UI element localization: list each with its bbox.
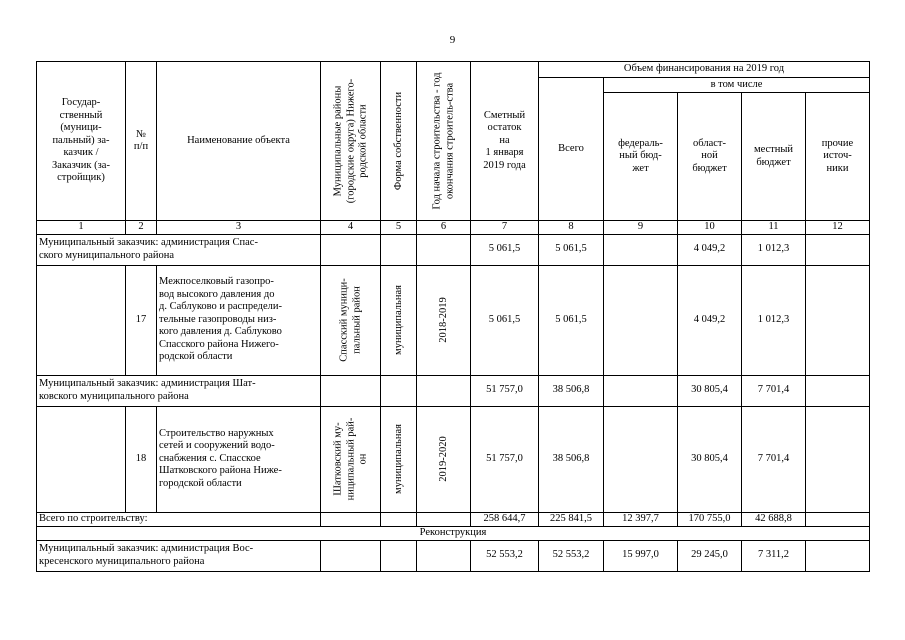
col-number: 4 (321, 221, 381, 235)
regional-value: 4 049,2 (678, 234, 742, 265)
estimate-value: 5 061,5 (471, 234, 539, 265)
empty-cell (321, 540, 381, 571)
local-value: 42 688,8 (742, 512, 806, 526)
empty-cell (381, 234, 417, 265)
empty-cell (381, 540, 417, 571)
col-number: 9 (604, 221, 678, 235)
col-number: 8 (539, 221, 604, 235)
ownership-form: муниципальная (381, 406, 417, 512)
empty-cell (321, 375, 381, 406)
header-customer: Государ- ственный (муници- пальный) за- казчик / Заказчик (за- стройщик) (37, 62, 126, 221)
section-title: Реконструкция (37, 526, 870, 540)
other-value (806, 540, 870, 571)
total-value: 38 506,8 (539, 406, 604, 512)
customer-label: Муниципальный заказчик: администрация Спас- ского муниципального района (37, 234, 321, 265)
column-numbers-row (37, 221, 870, 235)
other-value (806, 375, 870, 406)
total-value: 225 841,5 (539, 512, 604, 526)
empty-cell (37, 406, 126, 512)
col-number: 10 (678, 221, 742, 235)
local-value: 1 012,3 (742, 234, 806, 265)
other-value (806, 265, 870, 375)
header-federal: федераль- ный бюд- жет (604, 93, 678, 221)
estimate-value: 51 757,0 (471, 375, 539, 406)
header-estimate: Сметный остаток на 1 января 2019 года (471, 62, 539, 221)
object-name: Строительство наружных сетей и сооружений водо- снабжения с. Спасское Шатковского района Ниже- городской области (157, 406, 321, 512)
customer-label: Муниципальный заказчик: администрация Вос- кресенского муниципального района (37, 540, 321, 571)
construction-years: 2019-2020 (417, 406, 471, 512)
local-value: 7 701,4 (742, 375, 806, 406)
federal-value (604, 234, 678, 265)
empty-cell (381, 512, 417, 526)
table-row (37, 375, 870, 406)
empty-cell (321, 234, 381, 265)
empty-cell (381, 375, 417, 406)
regional-value: 30 805,4 (678, 406, 742, 512)
empty-cell (417, 512, 471, 526)
estimate-value: 51 757,0 (471, 406, 539, 512)
other-value (806, 406, 870, 512)
local-value: 7 311,2 (742, 540, 806, 571)
federal-value: 12 397,7 (604, 512, 678, 526)
section-row (37, 526, 870, 540)
table-row (37, 512, 870, 526)
header-other: прочие источ- ники (806, 93, 870, 221)
empty-cell (417, 234, 471, 265)
col-number: 5 (381, 221, 417, 235)
empty-cell (417, 375, 471, 406)
col-number: 7 (471, 221, 539, 235)
other-value (806, 512, 870, 526)
empty-cell (37, 265, 126, 375)
col-number: 2 (126, 221, 157, 235)
district-name: Спасский муници- пальный район (321, 265, 381, 375)
investment-table (36, 61, 870, 572)
table-row (37, 234, 870, 265)
col-number: 6 (417, 221, 471, 235)
ownership-form: муниципальная (381, 265, 417, 375)
header-years: Год начала строительства - год окончания строитель-ства (417, 62, 471, 221)
header-total: Всего (539, 78, 604, 221)
estimate-value: 52 553,2 (471, 540, 539, 571)
local-value: 7 701,4 (742, 406, 806, 512)
object-name: Межпоселковый газопро- вод высокого давления до д. Саблуково и распредели- тельные газопроводы низ- кого давления д. Саблуково Спасского района Нижего- родской области (157, 265, 321, 375)
header-districts: Муниципальные районы (городские округа) Нижего-родской области (321, 62, 381, 221)
header-funding: Объем финансирования на 2019 год (539, 62, 870, 78)
federal-value (604, 265, 678, 375)
federal-value (604, 406, 678, 512)
federal-value (604, 375, 678, 406)
col-number: 12 (806, 221, 870, 235)
header-num: № п/п (126, 62, 157, 221)
col-number: 3 (157, 221, 321, 235)
header-object-name: Наименование объекта (157, 62, 321, 221)
regional-value: 4 049,2 (678, 265, 742, 375)
federal-value: 15 997,0 (604, 540, 678, 571)
regional-value: 170 755,0 (678, 512, 742, 526)
district-name: Шатковский му- ниципальный рай- он (321, 406, 381, 512)
regional-value: 29 245,0 (678, 540, 742, 571)
total-value: 5 061,5 (539, 234, 604, 265)
col-number: 11 (742, 221, 806, 235)
header-local: местный бюджет (742, 93, 806, 221)
table-row (37, 265, 870, 375)
estimate-value: 258 644,7 (471, 512, 539, 526)
total-label: Всего по строительству: (37, 512, 321, 526)
total-value: 5 061,5 (539, 265, 604, 375)
header-including: в том числе (604, 78, 870, 93)
customer-label: Муниципальный заказчик: администрация Шат- ковского муниципального района (37, 375, 321, 406)
total-value: 52 553,2 (539, 540, 604, 571)
table-row (37, 406, 870, 512)
total-value: 38 506,8 (539, 375, 604, 406)
page-number: 9 (449, 34, 456, 46)
empty-cell (417, 540, 471, 571)
local-value: 1 012,3 (742, 265, 806, 375)
estimate-value: 5 061,5 (471, 265, 539, 375)
regional-value: 30 805,4 (678, 375, 742, 406)
item-number: 18 (126, 406, 157, 512)
item-number: 17 (126, 265, 157, 375)
table-row (37, 540, 870, 571)
col-number: 1 (37, 221, 126, 235)
other-value (806, 234, 870, 265)
header-ownership: Форма собственности (381, 62, 417, 221)
empty-cell (321, 512, 381, 526)
construction-years: 2018-2019 (417, 265, 471, 375)
header-regional: област- ной бюджет (678, 93, 742, 221)
